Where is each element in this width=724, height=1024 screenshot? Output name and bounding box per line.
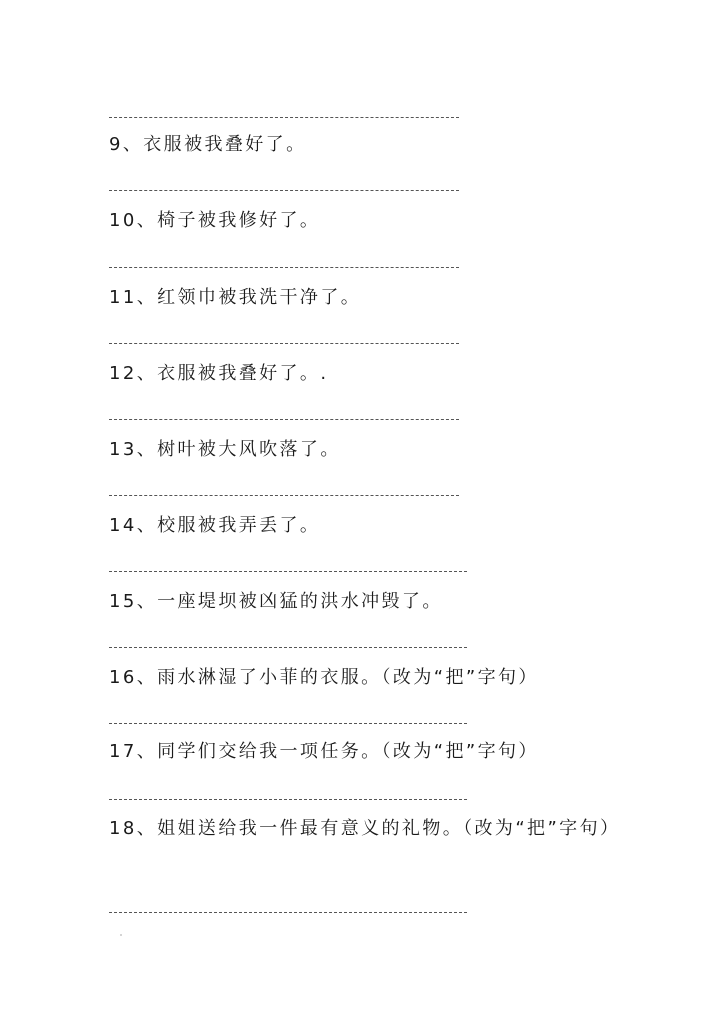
question-text: 雨水淋湿了小菲的衣服。（改为“把”字句） [157,667,539,688]
question-number: 12 [109,363,137,384]
question-16 [109,660,539,696]
question-number: 9 [109,134,123,155]
answer-line [109,343,459,344]
question-separator: 、 [136,210,158,231]
question-text: 衣服被我叠好了。. [157,363,329,384]
question-text: 树叶被大风吹落了。 [157,439,341,460]
question-separator: 、 [136,439,158,460]
question-number: 11 [109,287,137,308]
question-text: 椅子被我修好了。 [157,210,321,231]
question-separator: 、 [136,818,158,839]
stray-mark [120,934,122,936]
question-number: 13 [109,439,137,460]
question-18 [109,811,629,847]
question-number: 17 [109,741,137,762]
question-text: 校服被我弄丢了。 [157,515,321,536]
question-number: 18 [109,818,137,839]
question-12 [109,356,328,392]
question-17 [109,734,539,770]
answer-line [109,267,459,268]
question-number: 14 [109,515,137,536]
answer-line [109,799,467,800]
answer-line [109,723,467,724]
question-separator: 、 [136,515,158,536]
question-10 [109,203,320,239]
answer-line [109,419,459,420]
question-separator: 、 [136,363,158,384]
answer-line [109,912,467,913]
question-text: 一座堤坝被凶猛的洪水冲毁了。 [157,591,443,612]
question-number: 16 [109,667,137,688]
answer-line [109,571,467,572]
question-separator: 、 [136,287,158,308]
question-13 [109,432,341,468]
answer-line [109,190,459,191]
question-11 [109,280,361,316]
answer-line [109,647,467,648]
question-number: 10 [109,210,137,231]
question-text: 红领巾被我洗干净了。 [157,287,362,308]
question-15 [109,584,443,620]
question-number: 15 [109,591,137,612]
question-14 [109,508,320,544]
question-separator: 、 [136,591,158,612]
answer-line [109,117,459,118]
answer-line [109,495,459,496]
question-separator: 、 [136,741,158,762]
question-separator: 、 [122,134,144,155]
question-separator: 、 [136,667,158,688]
question-9 [109,127,306,163]
question-text: 姐姐送给我一件最有意义的礼物。（改为“把”字句） [157,818,621,839]
question-text: 衣服被我叠好了。 [143,134,307,155]
question-text: 同学们交给我一项任务。（改为“把”字句） [157,741,539,762]
